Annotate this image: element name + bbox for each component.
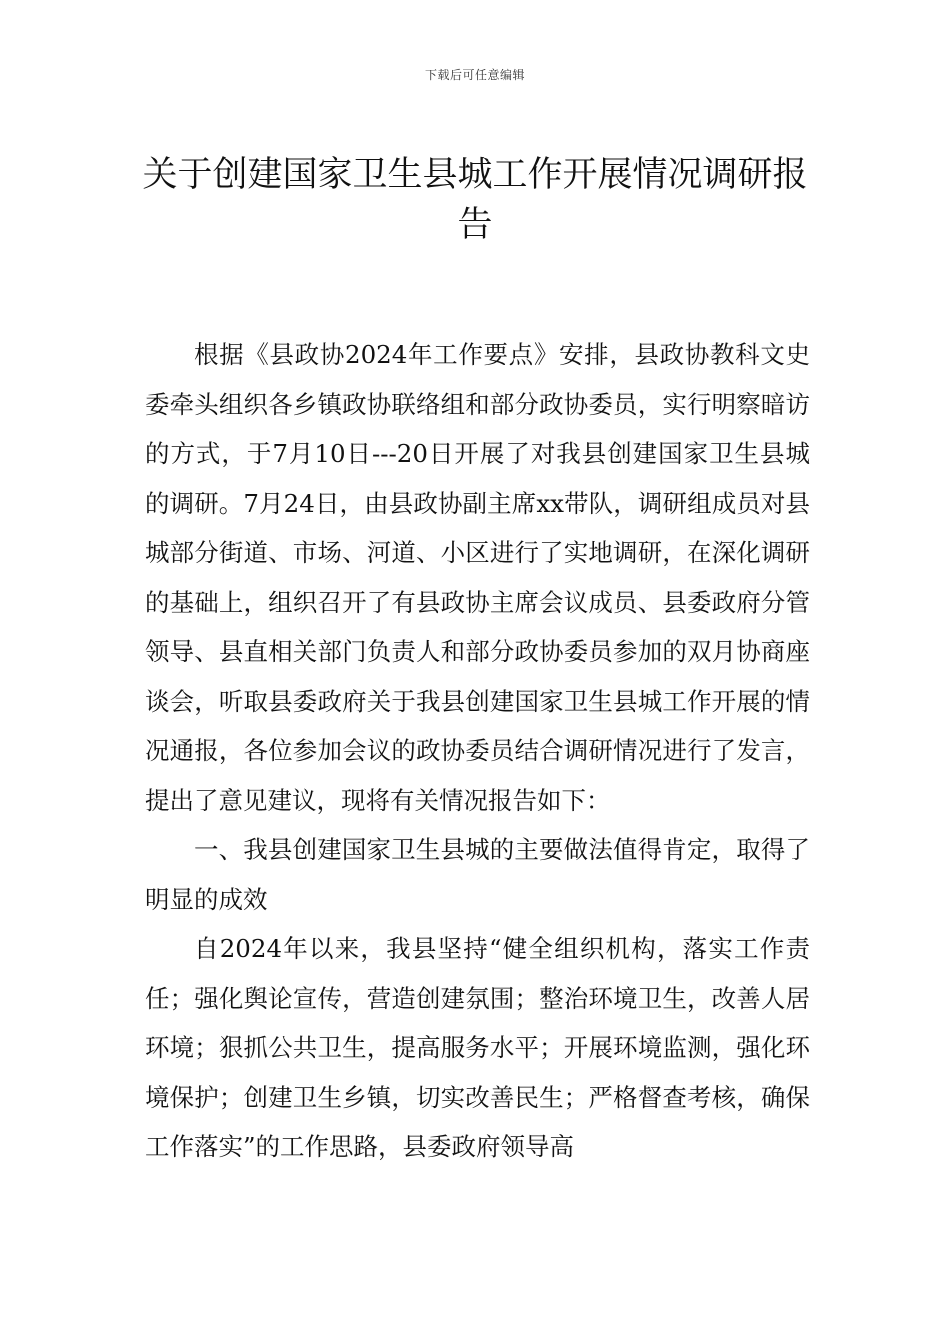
section-heading-1: 一、我县创建国家卫生县城的主要做法值得肯定，取得了明显的成效 [145,835,810,914]
paragraph-intro: 根据《县政协2024年工作要点》安排，县政协教科文史委牵头组织各乡镇政协联络组和部分政协委员，实行明察暗访的方式，于7月10日---20日开展了对我县创建国家卫生县城的调研。7月24日，由县政协副主席xx带队，调研组成员对县城部分街道、市场、河道、小区进行了实地调研，在深化调研的基础上，组织召开了有县政协主席会议成员、县委政府分管领导、县直相关部门负责人和部分政协委员参加的双月协商座谈会，听取县委政府关于我县创建国家卫生县城工作开展的情况通报，各位参加会议的政协委员结合调研情况进行了发言，提出了意见建议，现将有关情况报告如下： [145,340,810,815]
page-header-note: 下载后可任意编辑 [424,68,525,82]
paragraph-section-1: 自2024年以来，我县坚持“健全组织机构，落实工作责任；强化舆论宣传，营造创建氛围；整治环境卫生，改善人居环境；狠抓公共卫生，提高服务水平；开展环境监测，强化环境保护；创建卫生乡镇，切实改善民生；严格督查考核，确保工作落实”的工作思路，县委政府领导高 [145,934,810,1161]
document-title: 关于创建国家卫生县城工作开展情况调研报告 [142,155,808,245]
document-body [145,330,810,1172]
